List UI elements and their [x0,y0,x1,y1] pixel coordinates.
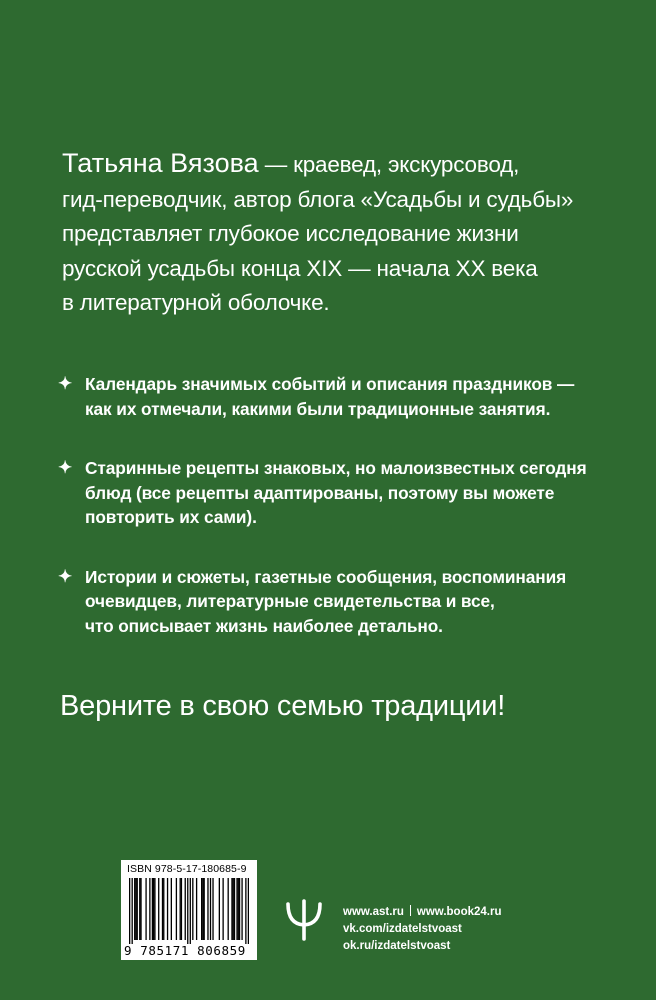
barcode-bar [212,878,213,940]
barcode [121,860,257,960]
barcode-bar [219,878,220,940]
star-sparkle-icon: ✦ [58,458,73,477]
barcode-bar [192,878,193,940]
barcode-bar [248,878,249,944]
barcode-bar [241,878,242,940]
author-intro [62,146,632,321]
feature-line: Истории и сюжеты, газетные сообщения, воспоминания [85,566,567,587]
barcode-bar [196,878,197,940]
feature-line: как их отмечали, какими были традиционные занятия. [85,398,551,419]
barcode-bar [137,878,138,940]
barcode-bar [190,878,191,944]
barcode-bar [202,878,203,940]
links-row-1 [343,904,501,921]
barcode-bar [162,878,163,940]
barcode-bar [176,878,177,940]
barcode-bar [181,878,182,940]
barcode-bar [231,878,232,940]
vk-link[interactable]: vk.com/izdatelstvoast [343,923,462,935]
barcode-bar [134,878,135,940]
barcode-bar [187,878,188,944]
site-ast-link[interactable]: www.ast.ru [343,906,404,918]
feature-list [58,372,628,673]
barcode-bar [167,878,168,940]
feature-line: Календарь значимых событий и описания праздников — [85,374,575,394]
barcode-bar [234,878,235,940]
site-book24-link[interactable]: www.book24.ru [416,906,502,918]
intro-line-3: представляет глубокое исследование жизни [62,221,519,246]
ok-link[interactable]: ok.ru/izdatelstvoast [343,940,451,952]
barcode-bar [171,878,172,940]
barcode-bar [245,878,246,944]
intro-line-4: русской усадьбы конца XIX — начала XX века [62,255,538,281]
slogan: Верните в свою семью традиции! [60,690,506,722]
barcode-bar [204,878,205,940]
barcode-bars [129,878,249,944]
barcode-bar [233,878,234,940]
author-name: Татьяна Вязова [62,148,259,178]
feature-line: что описывает жизнь наиболее детально. [85,615,443,636]
barcode-bar [236,878,237,940]
barcode-bar [228,878,229,940]
barcode-bar [153,878,154,940]
feature-line: Старинные рецепты знаковых, но малоизвестных сегодня [85,458,587,478]
barcode-bar [210,878,211,940]
barcode-bar [154,878,155,940]
barcode-bar [185,878,186,940]
psi-logo-icon [282,898,326,942]
link-separator [410,905,411,916]
feature-item-recipes [58,456,628,530]
feature-line: очевидцев, литературные свидетельства и все, [85,591,495,611]
barcode-bar [132,878,133,944]
barcode-bar [145,878,146,940]
barcode-digits: 9 785171 806859 [124,943,246,958]
barcode-bar [129,878,130,944]
star-sparkle-icon: ✦ [58,566,73,586]
barcode-bar [207,878,208,940]
barcode-bar [201,878,202,940]
intro-line-1: — краевед, экскурсовод, [258,152,520,177]
feature-line: блюд (все рецепты адаптированы, поэтому вы можете [85,482,555,503]
barcode-bar [149,878,150,940]
barcode-bar [158,878,159,940]
feature-line: повторить их сами). [85,507,257,527]
barcode-bar [135,878,136,940]
star-sparkle-icon: ✦ [58,374,73,393]
barcode-bar [222,878,223,940]
barcode-bar [139,878,140,940]
intro-line-2: гид-переводчик, автор блога «Усадьбы и судьбы» [62,186,574,212]
barcode-bar [163,878,164,940]
barcode-bar [239,878,240,940]
feature-item-stories [58,565,628,639]
feature-item-calendar [58,372,628,421]
isbn-number: ISBN 978-5-17-180685-9 [127,863,247,875]
barcode-bar [238,878,239,940]
barcode-bar [180,878,181,940]
barcode-bar [140,878,141,940]
publisher-links [343,904,501,955]
barcode-bar [152,878,153,940]
intro-line-5: в литературной оболочке. [62,290,330,315]
